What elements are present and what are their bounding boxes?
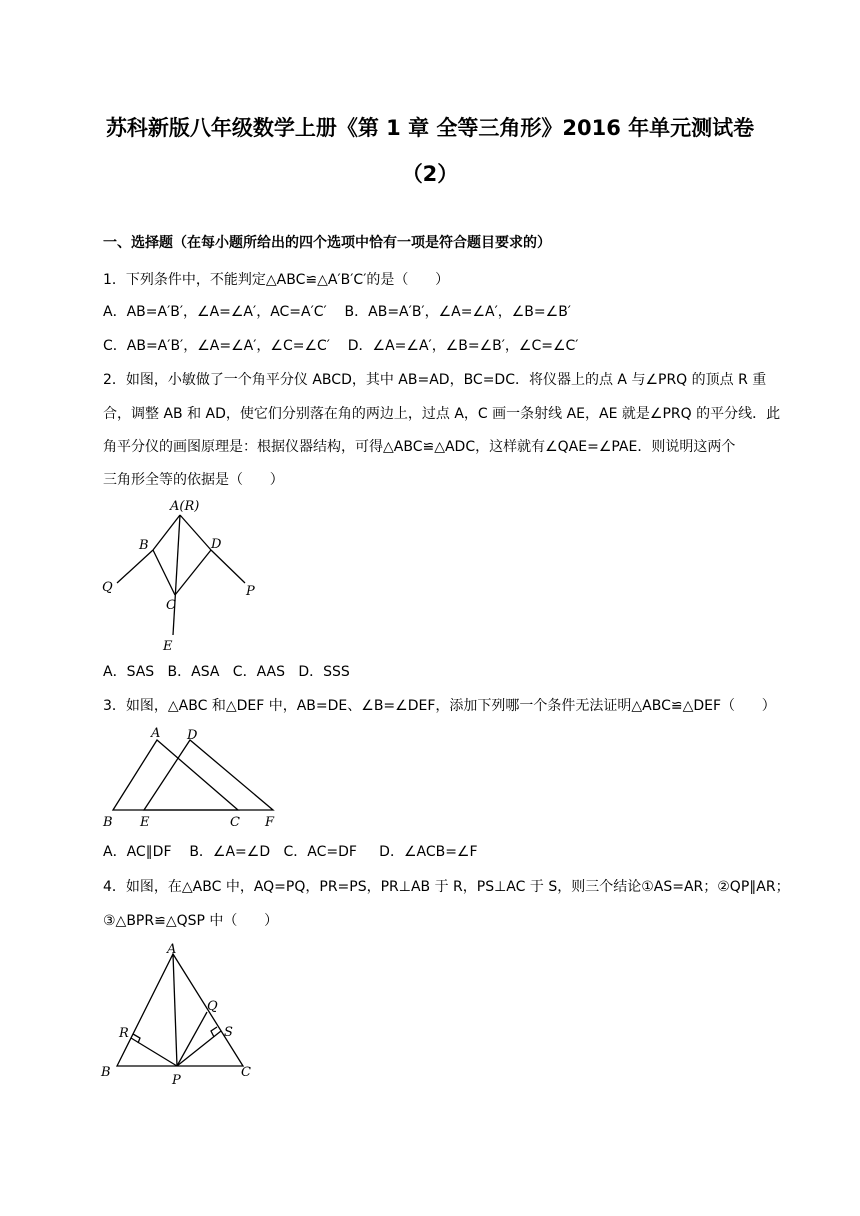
document-title-number: （2）: [401, 162, 459, 186]
label-a: A(R): [170, 499, 200, 514]
segment-ps: [177, 1031, 221, 1066]
segment-dc: [175, 550, 211, 595]
ray-p: [211, 550, 245, 583]
question-2-stem-line-3: 角平分仪的画图原理是：根据仪器结构，可得△ABC≌△ADC，这样就有∠QAE=∠PAE．则说明这两个: [103, 439, 736, 455]
question-1-options-cd: C．AB=A′B′，∠A=∠A′，∠C=∠C′ D．∠A=∠A′，∠B=∠B′，∠C=∠C′: [103, 338, 579, 354]
label-p: P: [246, 584, 255, 599]
segment-ap: [173, 954, 177, 1066]
label-d: D: [187, 728, 198, 743]
label-e: E: [140, 815, 150, 830]
question-2-options: A．SAS B．ASA C．AAS D．SSS: [103, 664, 350, 680]
label-f: F: [265, 815, 275, 830]
question-1-options-ab: A．AB=A′B′，∠A=∠A′，AC=A′C′ B．AB=A′B′，∠A=∠A′，∠B=∠B′: [103, 304, 571, 320]
segment-ad: [180, 515, 211, 550]
triangle-with-perpendiculars-figure: [95, 940, 265, 1090]
label-c: C: [166, 598, 176, 613]
segment-pq: [177, 1012, 207, 1066]
question-2-stem-line-4: 三角形全等的依据是（ ）: [103, 472, 284, 488]
label-c: C: [230, 815, 240, 830]
section-heading: 一、选择题（在每小题所给出的四个选项中恰有一项是符合题目要求的）: [103, 235, 551, 251]
triangle-abc: [113, 740, 238, 810]
label-e: E: [163, 639, 173, 654]
question-1-stem: 1．下列条件中，不能判定△ABC≌△A′B′C′的是（ ）: [103, 272, 450, 288]
label-c: C: [241, 1065, 251, 1080]
label-r: R: [119, 1026, 129, 1041]
label-b: B: [101, 1065, 111, 1080]
ray-q: [117, 550, 153, 583]
label-p: P: [172, 1073, 181, 1088]
label-s: S: [224, 1025, 233, 1040]
question-2-stem-line-1: 2．如图，小敏做了一个角平分仪 ABCD，其中 AB=AD，BC=DC．将仪器上的点 A 与∠PRQ 的顶点 R 重: [103, 372, 767, 388]
label-a: A: [167, 942, 177, 957]
triangle-def: [144, 740, 273, 810]
document-title: 苏科新版八年级数学上册《第 1 章 全等三角形》2016 年单元测试卷: [105, 116, 755, 140]
ray-ae: [173, 515, 180, 635]
question-2-stem-line-2: 合，调整 AB 和 AD，使它们分别落在角的两边上，过点 A，C 画一条射线 AE，AE 就是∠PRQ 的平分线．此: [103, 406, 781, 422]
two-triangles-figure: [95, 724, 285, 834]
label-b: B: [103, 815, 113, 830]
question-3-options: A．AC∥DF B．∠A=∠D C．AC=DF D．∠ACB=∠F: [103, 844, 478, 860]
question-4-stem-line-2: ③△BPR≌△QSP 中（ ）: [103, 913, 279, 929]
question-4-stem-line-1: 4．如图，在△ABC 中，AQ=PQ，PR=PS，PR⊥AB 于 R，PS⊥AC 于 S，则三个结论①AS=AR；②QP∥AR；: [103, 879, 790, 895]
angle-bisector-instrument-figure: [95, 495, 275, 660]
label-d: D: [211, 537, 222, 552]
question-3-stem: 3．如图，△ABC 和△DEF 中，AB=DE、∠B=∠DEF，添加下列哪一个条件无法证明△ABC≌△DEF（ ）: [103, 698, 776, 714]
label-a: A: [151, 726, 161, 741]
segment-bc: [153, 550, 175, 595]
segment-ab: [153, 515, 180, 550]
label-b: B: [139, 538, 149, 553]
triangle-abc: [117, 954, 243, 1066]
label-q: Q: [207, 999, 218, 1014]
label-q: Q: [102, 580, 113, 595]
